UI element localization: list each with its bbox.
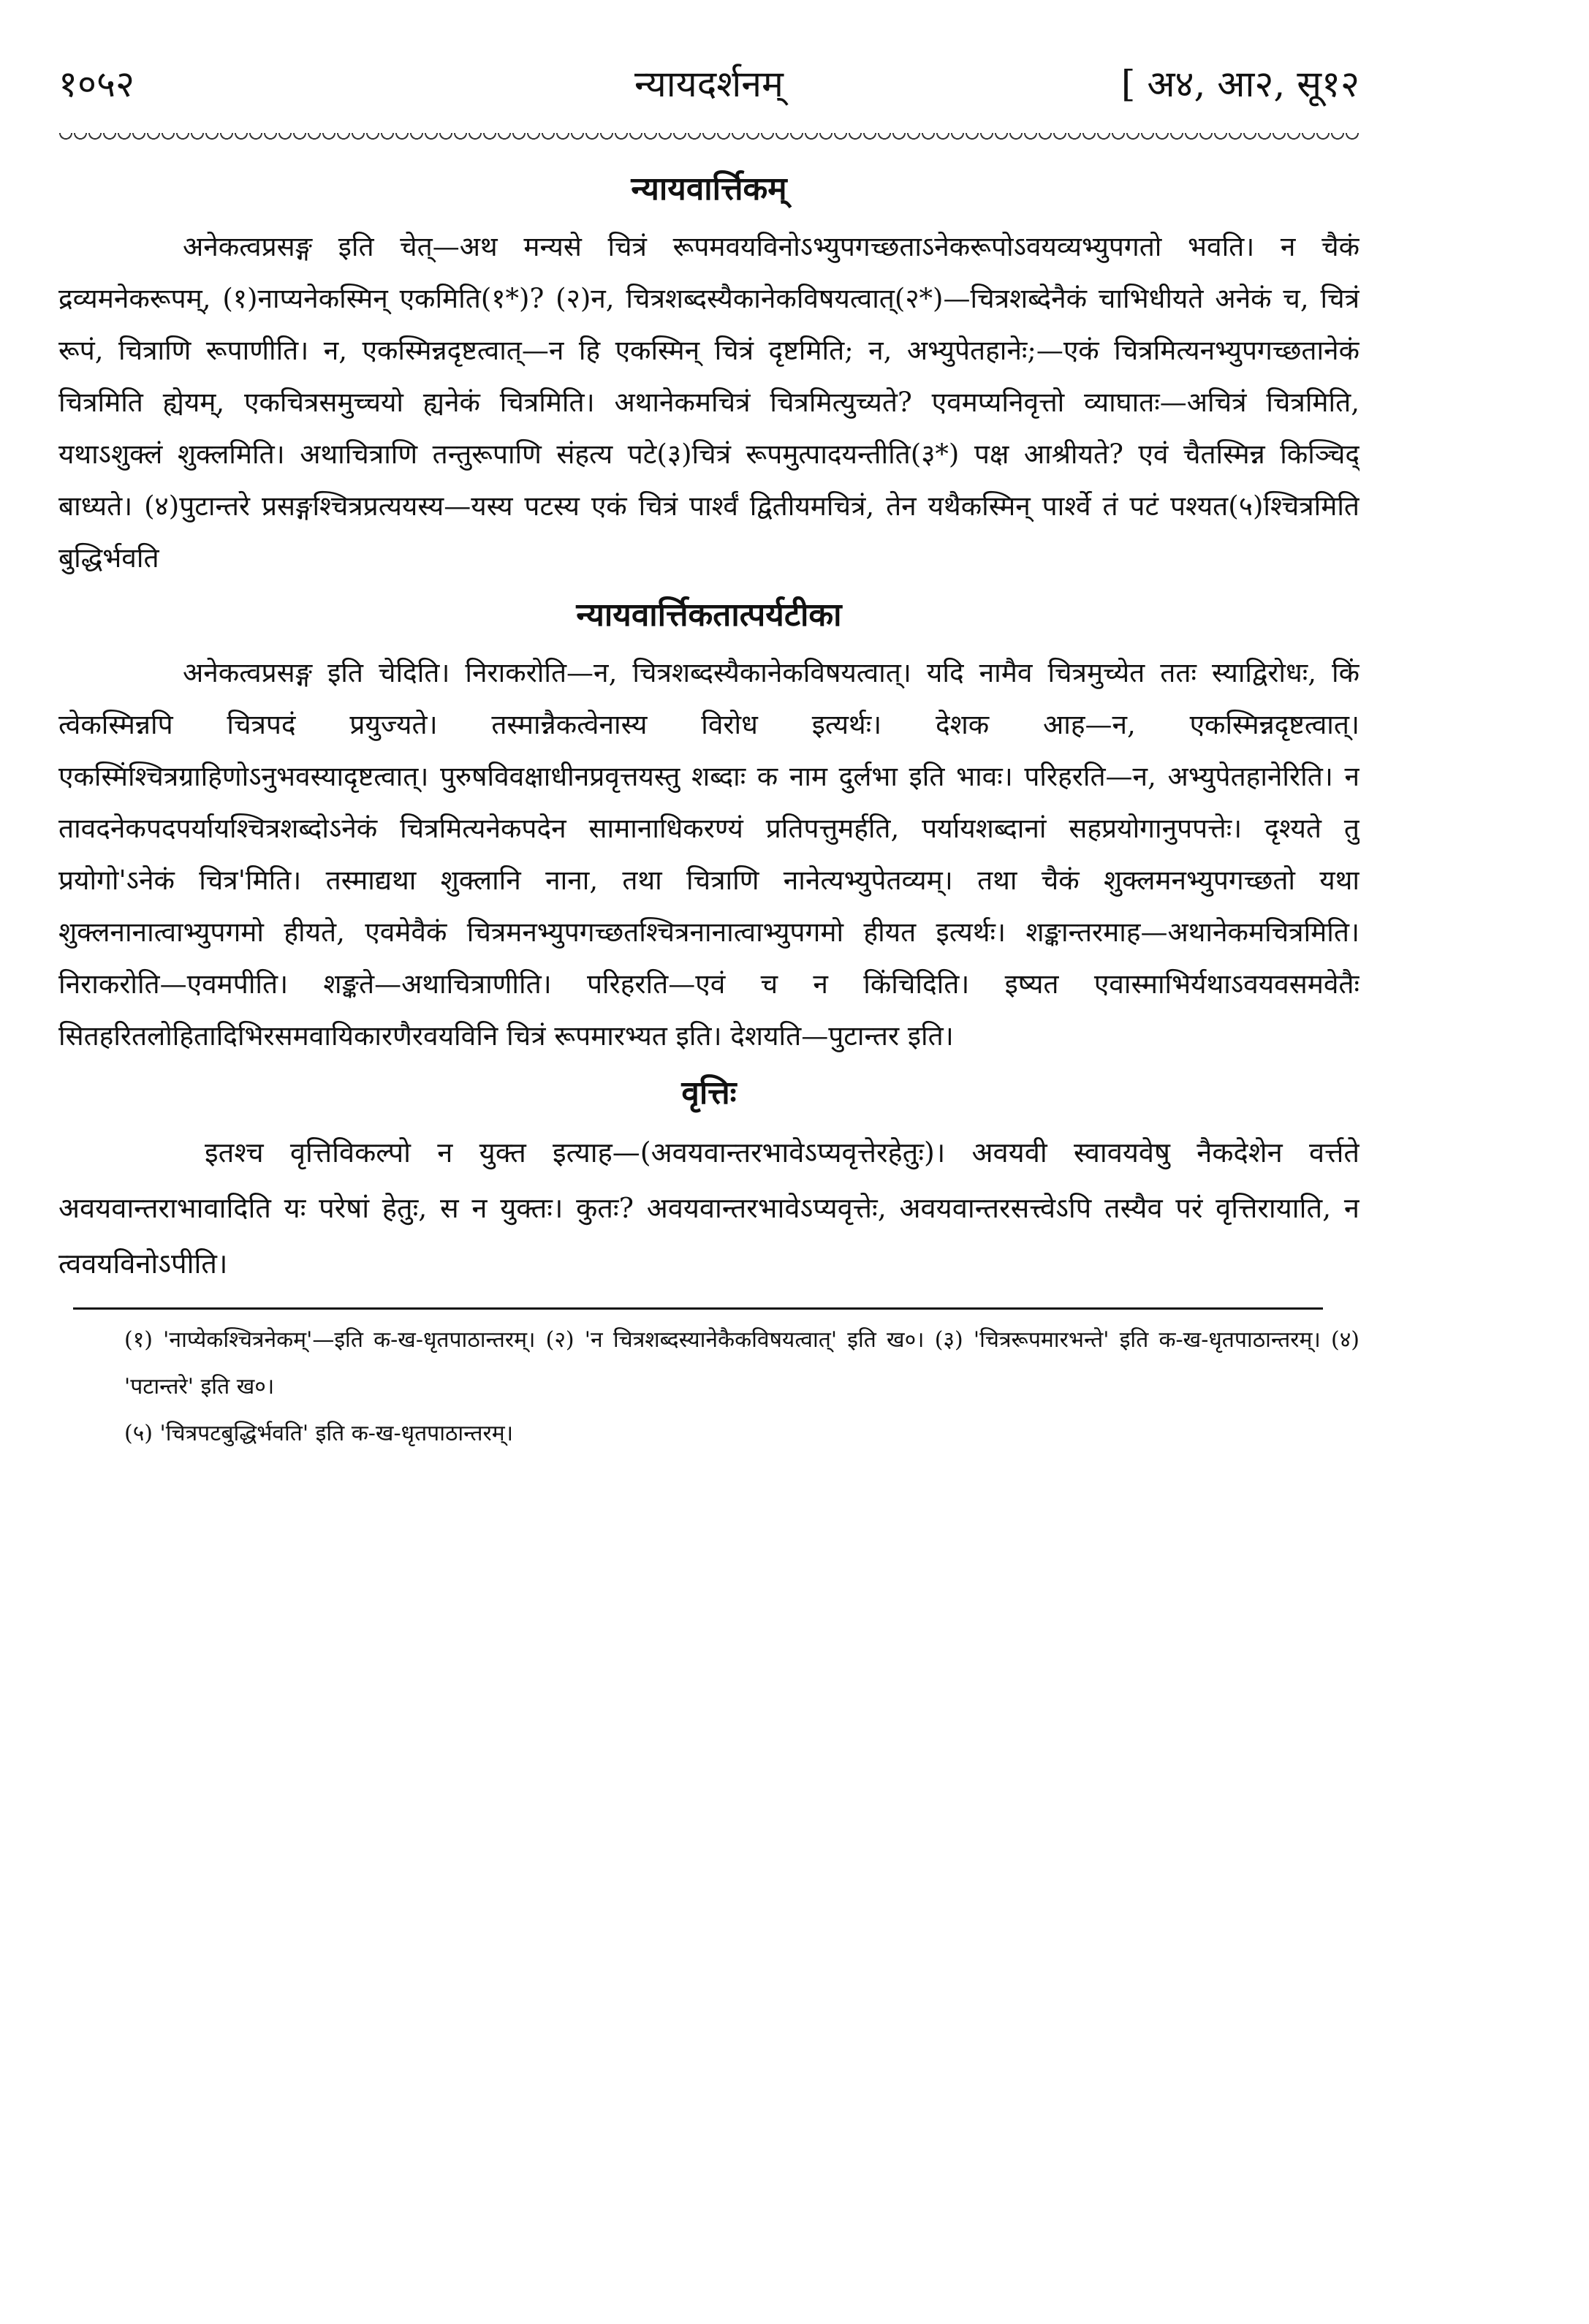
chapter-reference: [ अ४, आ२, सू१२ — [1120, 63, 1359, 105]
section-title-tika: न्यायवार्त्तिकतात्पर्यटीका — [576, 596, 842, 634]
footnote-2: (५) 'चित्रपटबुद्धिर्भवति' इति क-ख-धृतपाठान्तरम्। — [124, 1421, 514, 1446]
vrtti-text: इतश्च वृत्तिविकल्पो न युक्त इत्याह—(अवयवान्तरभावेऽप्यवृत्तेरहेतुः)। अवयवी स्वावयवेषु नैकदेशेन वर्त्तते अवयवान्तराभावादिति यः परेषां हेतुः, स न युक्तः। कुतः? अवयवान्तरभावेऽप्यवृत्तेः, अवयवान्तरसत्त्वेऽपि तस्यैव परं वृत्तिरायाति, न त्ववयविनोऽपीति। — [58, 1136, 1359, 1280]
running-title: न्यायदर्शनम् — [634, 63, 784, 105]
page-header — [58, 44, 1359, 124]
wavy-divider — [58, 129, 1359, 145]
tika-text: अनेकत्वप्रसङ्ग इति चेदिति। निराकरोति—न, चित्रशब्दस्यैकानेकविषयत्वात्। यदि नामैव चित्रमुच्येत ततः स्याद्विरोधः, किं त्वेकस्मिन्नपि चित्रपदं प्रयुज्यते। तस्मान्नैकत्वेनास्य विरोध इत्यर्थः। देशक आह—न, एकस्मिन्नदृष्टत्वात्। एकस्मिंश्चित्रग्राहिणोऽनुभवस्यादृष्टत्वात्। पुरुषविवक्षाधीनप्रवृत्तयस्तु शब्दाः क नाम दुर्लभा इति भावः। परिहरति—न, अभ्युपेतहानेरिति। न तावदनेकपदपर्यायश्चित्रशब्दोऽनेकं चित्रमित्यनेकपदेन सामानाधिकरण्यं प्रतिपत्तुमर्हति, पर्यायशब्दानां सहप्रयोगानुपपत्तेः। दृश्यते तु प्रयोगो'ऽनेकं चित्र'मिति। तस्माद्यथा शुक्लानि नाना, तथा चित्राणि नानेत्यभ्युपेतव्यम्। तथा चैकं शुक्लमनभ्युपगच्छतो यथा शुक्लनानात्वाभ्युपगमो हीयते, एवमेवैकं चित्रमनभ्युपगच्छतश्चित्रनानात्वाभ्युपगमो हीयत इत्यर्थः। शङ्कान्तरमाह—अथानेकमचित्रमिति। निराकरोति—एवमपीति। शङ्कते—अथाचित्राणीति। परिहरति—एवं च न किंचिदिति। इष्यत एवास्माभिर्यथाऽवयवसमवेतैः सितहरितलोहितादिभिरसमवायिकारणैरवयविनि चित्रं रूपमारभ्यत इति। देशयति—पुटान्तर इति। — [58, 657, 1359, 1052]
document-page — [58, 44, 1359, 2280]
footnote-1: (१) 'नाप्येकश्चित्रनेकम्'—इति क-ख-धृतपाठान्तरम्। (२) 'न चित्रशब्दस्यानेकैकविषयत्वात्' इति ख०। (३) 'चित्ररूपमारभन्ते' इति क-ख-धृतपाठान्तरम्। (४) 'पटान्तरे' इति ख०। — [124, 1327, 1359, 1400]
section-title-vartika: न्यायवार्त्तिकम् — [631, 170, 787, 208]
section-title-vrtti: वृत्तिः — [681, 1074, 737, 1112]
footnote-rule — [73, 1307, 1323, 1310]
page-number: १०५२ — [58, 63, 134, 105]
vartika-text: अनेकत्वप्रसङ्ग इति चेत्—अथ मन्यसे चित्रं रूपमवयविनोऽभ्युपगच्छताऽनेकरूपोऽवयव्यभ्युपगतो भवति। न चैकं द्रव्यमनेकरूपम्, (१)नाप्यनेकस्मिन् एकमिति(१*)? (२)न, चित्रशब्दस्यैकानेकविषयत्वात्(२*)—चित्रशब्देनैकं चाभिधीयते अनेकं च, चित्रं रूपं, चित्राणि रूपाणीति। न, एकस्मिन्नदृष्टत्वात्—न हि एकस्मिन् चित्रं दृष्टमिति; न, अभ्युपेतहानेः;—एकं चित्रमित्यनभ्युपगच्छतानेकं चित्रमिति ह्येयम्, एकचित्रसमुच्चयो ह्यनेकं चित्रमिति। अथानेकमचित्रं चित्रमित्युच्यते? एवमप्यनिवृत्तो व्याघातः—अचित्रं चित्रमिति, यथाऽशुक्लं शुक्लमिति। अथाचित्राणि तन्तुरूपाणि संहत्य पटे(३)चित्रं रूपमुत्पादयन्तीति(३*) पक्ष आश्रीयते? एवं चैतस्मिन्न किञ्चिद् बाध्यते। (४)पुटान्तरे प्रसङ्गश्चित्रप्रत्ययस्य—यस्य पटस्य एकं चित्रं पार्श्वं द्वितीयमचित्रं, तेन यथैकस्मिन् पार्श्वे तं पटं पश्यत(५)श्चित्रमिति बुद्धिर्भवति — [58, 231, 1359, 574]
